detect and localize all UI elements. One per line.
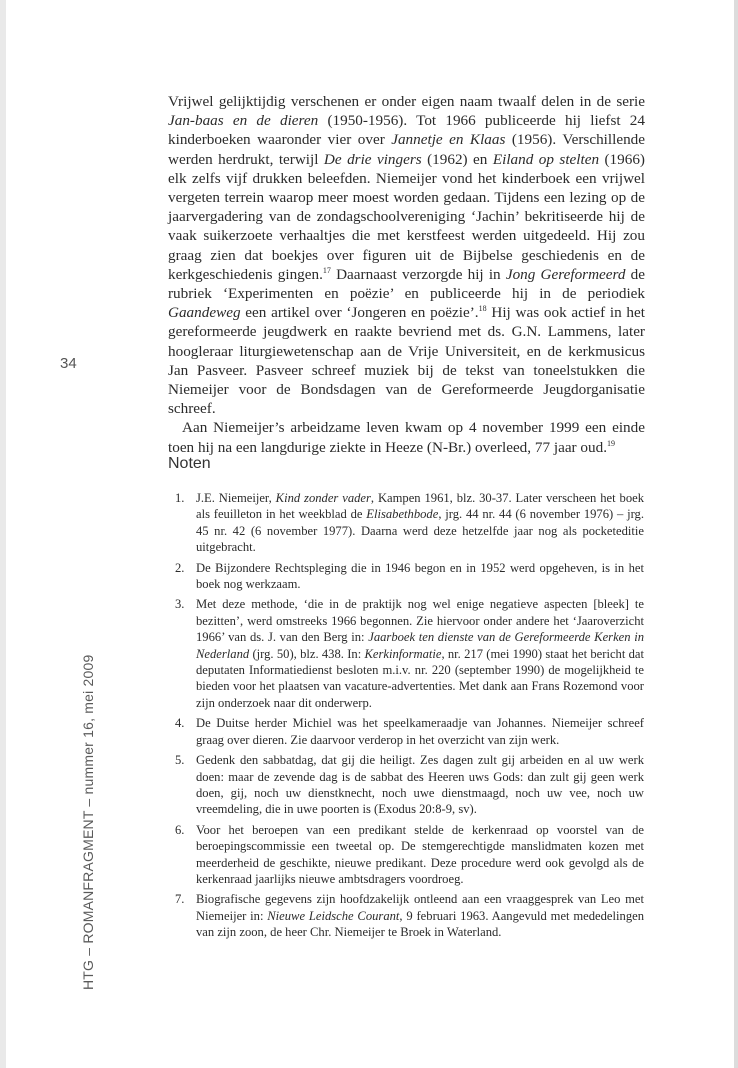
italic-title: Kind zonder vader (275, 491, 371, 505)
text-run: , Kampen 1961, blz. 30-37. Later verscheen het boek als feuilleton in het weekblad de (196, 491, 644, 522)
note-number: 4. (175, 716, 185, 731)
italic-title: Jaarboek ten dienste van de Gereformeerde Kerken in Nederland (196, 630, 645, 661)
note-number: 6. (175, 822, 185, 837)
page-edge-left (0, 0, 6, 1068)
note-number: 5. (175, 753, 185, 768)
text-run: (1962) en (421, 150, 493, 168)
text-run: Hij was ook actief in het gereformeerde jeugdwerk en raakte bevriend met ds. G.N. Lammens, later hoogleraar liturgiewetenschap aan de Vrije Universiteit, en de kerkmusicus Jan Pasveer. Pasveer schreef muziek bij de tekst van toneelstukken die Niemeijer voor de Bondsdagen van de Gereformeerde Jeugdorganisatie schreef. (168, 304, 645, 418)
text-run: Biografische gegevens zijn hoofdzakelijk ontleend aan een vraaggesprek van Leo met Niemeijer in: (196, 892, 644, 923)
italic-title: Gaandeweg (168, 304, 241, 322)
running-head: HTG – ROMANFRAGMENT – nummer 16, mei 2009 (80, 654, 96, 990)
italic-title: Eiland op stelten (492, 150, 600, 168)
text-run: J.E. Niemeijer, (196, 491, 276, 505)
italic-title: Kerkinformatie (364, 646, 442, 661)
note-number: 1. (175, 491, 185, 505)
text-run: , nr. 217 (mei 1990) staat het bericht dat deputaten Informatiedienst besloten m.i.v. nr. 220 (september 1990) de mogelijkheid te bieden voor het plaatsen van vacature-advertenties. Met dank aan Frans Rozemond voor zijn onderzoek naar dit onderwerp. (196, 646, 644, 710)
notes-list (175, 490, 645, 945)
text-run: , jrg. 44 nr. 44 (6 november 1976) – jrg. 45 nr. 42 (6 november 1977). Daarna werd deze hetzelfde jaar nog als pocketeditie uitgebracht. (196, 507, 644, 555)
italic-title: Jong Gereformeerd (505, 265, 626, 283)
italic-title: De drie vingers (323, 150, 422, 168)
text-run: de rubriek ‘Experimenten en poëzie’ en publiceerde hij in de periodiek (168, 265, 645, 303)
notes-heading: Noten (168, 455, 211, 472)
main-body-text (168, 92, 645, 457)
text-run: (1950-1956). Tot 1966 publiceerde hij liefst 24 kinderboeken waaronder vier over (168, 112, 645, 149)
italic-title: Jan-baas en de dieren (168, 112, 319, 130)
note-item (175, 891, 644, 940)
footnote-reference: 19 (607, 438, 615, 448)
text-run: (1956). Verschillende werden herdrukt, terwijl (168, 131, 645, 168)
note-number: 2. (175, 560, 185, 575)
italic-title: Elisabethbode (366, 507, 439, 522)
text-run: Vrijwel gelijktijdig verschenen er onder eigen naam twaalf delen in de serie (168, 93, 645, 110)
text-run: De Duitse herder Michiel was het speelkameraadje van Johannes. Niemeijer schreef graag over dieren. Zie daarvoor verderop in het overzicht van zijn werk. (196, 716, 644, 747)
body-paragraph-2 (168, 418, 645, 456)
italic-title: Jannetje en Klaas (391, 131, 506, 149)
text-run: een artikel over ‘Jongeren en poëzie’. (240, 304, 479, 322)
text-run: Met deze methode, ‘die in de praktijk nog wel enige negatieve aspecten [bleek] te bezitten’, werd omstreeks 1966 begonnen. Zie hiervoor onder andere het ‘Jaaroverzicht 1966’ van ds. J. van den Berg in: (196, 597, 644, 645)
text-run: Aan Niemeijer’s arbeidzame leven kwam op 4 november 1999 een einde toen hij na een langdurige ziekte in Heeze (N-Br.) overleed, 77 jaar oud. (168, 419, 645, 456)
note-item (175, 752, 644, 818)
note-number: 7. (175, 892, 185, 907)
page-edge-right (734, 0, 738, 1068)
body-paragraph-1 (168, 92, 645, 418)
text-run: Voor het beroepen van een predikant stelde de kerkenraad op voorstel van de beroepingscommissie een tweetal op. De stemgerechtigde manslidmaten kozen met meerderheid de geschikte, nieuwe predikant. Deze procedure werd ook gevolgd als de kerkenraad jaarlijks nieuwe ambtsdragers voordroeg. (196, 822, 644, 886)
text-run: (1966) elk zelfs vijf drukken beleefden. Niemeijer vond het kinderboek een vrijwel vergeten terrein waarop meer moest worden gedaan. Tijdens een lezing op de jaarvergadering van de zondagschoolvereniging ‘Jachin’ bekritiseerde hij de vaak suikerzoete verhaaltjes die met kerstfeest werden uitgedeeld. Hij zou graag zien dat boekjes over figuren uit de Bijbelse geschiedenis en de kerkgeschiedenis gingen. (168, 150, 645, 283)
note-item (175, 715, 644, 748)
note-item (175, 560, 644, 593)
text-run: De Bijzondere Rechtspleging die in 1946 begon en in 1952 werd opgeheven, is in het boek nog werkzaam. (196, 560, 644, 592)
note-item (175, 490, 644, 556)
page-number: 34 (60, 355, 77, 372)
text-run: (jrg. 50), blz. 438. In: (249, 646, 365, 661)
text-run: Gedenk den sabbatdag, dat gij die heiligt. Zes dagen zult gij arbeiden en al uw werk doen: maar de zevende dag is de sabbat des Heeren uws Gods: dan zult gij geen werk doen, gij, noch uw dienstknecht, noch uwe dienstmaagd, noch uw vee, noch uw vreemdeling, die in uwe poorten is (Exodus 20:8-9, sv). (196, 753, 644, 817)
footnote-reference: 18 (478, 304, 487, 314)
footnote-reference: 17 (322, 265, 331, 275)
note-number: 3. (175, 597, 185, 612)
note-item (175, 596, 645, 711)
italic-title: Nieuwe Leidsche Courant (267, 908, 400, 923)
text-run: , 9 februari 1963. Aangevuld met mededelingen van zijn zoon, de heer Chr. Niemeijer te Broek in Waterland. (196, 908, 644, 940)
text-run: Daarnaast verzorgde hij in (330, 265, 506, 283)
note-item (175, 822, 644, 888)
